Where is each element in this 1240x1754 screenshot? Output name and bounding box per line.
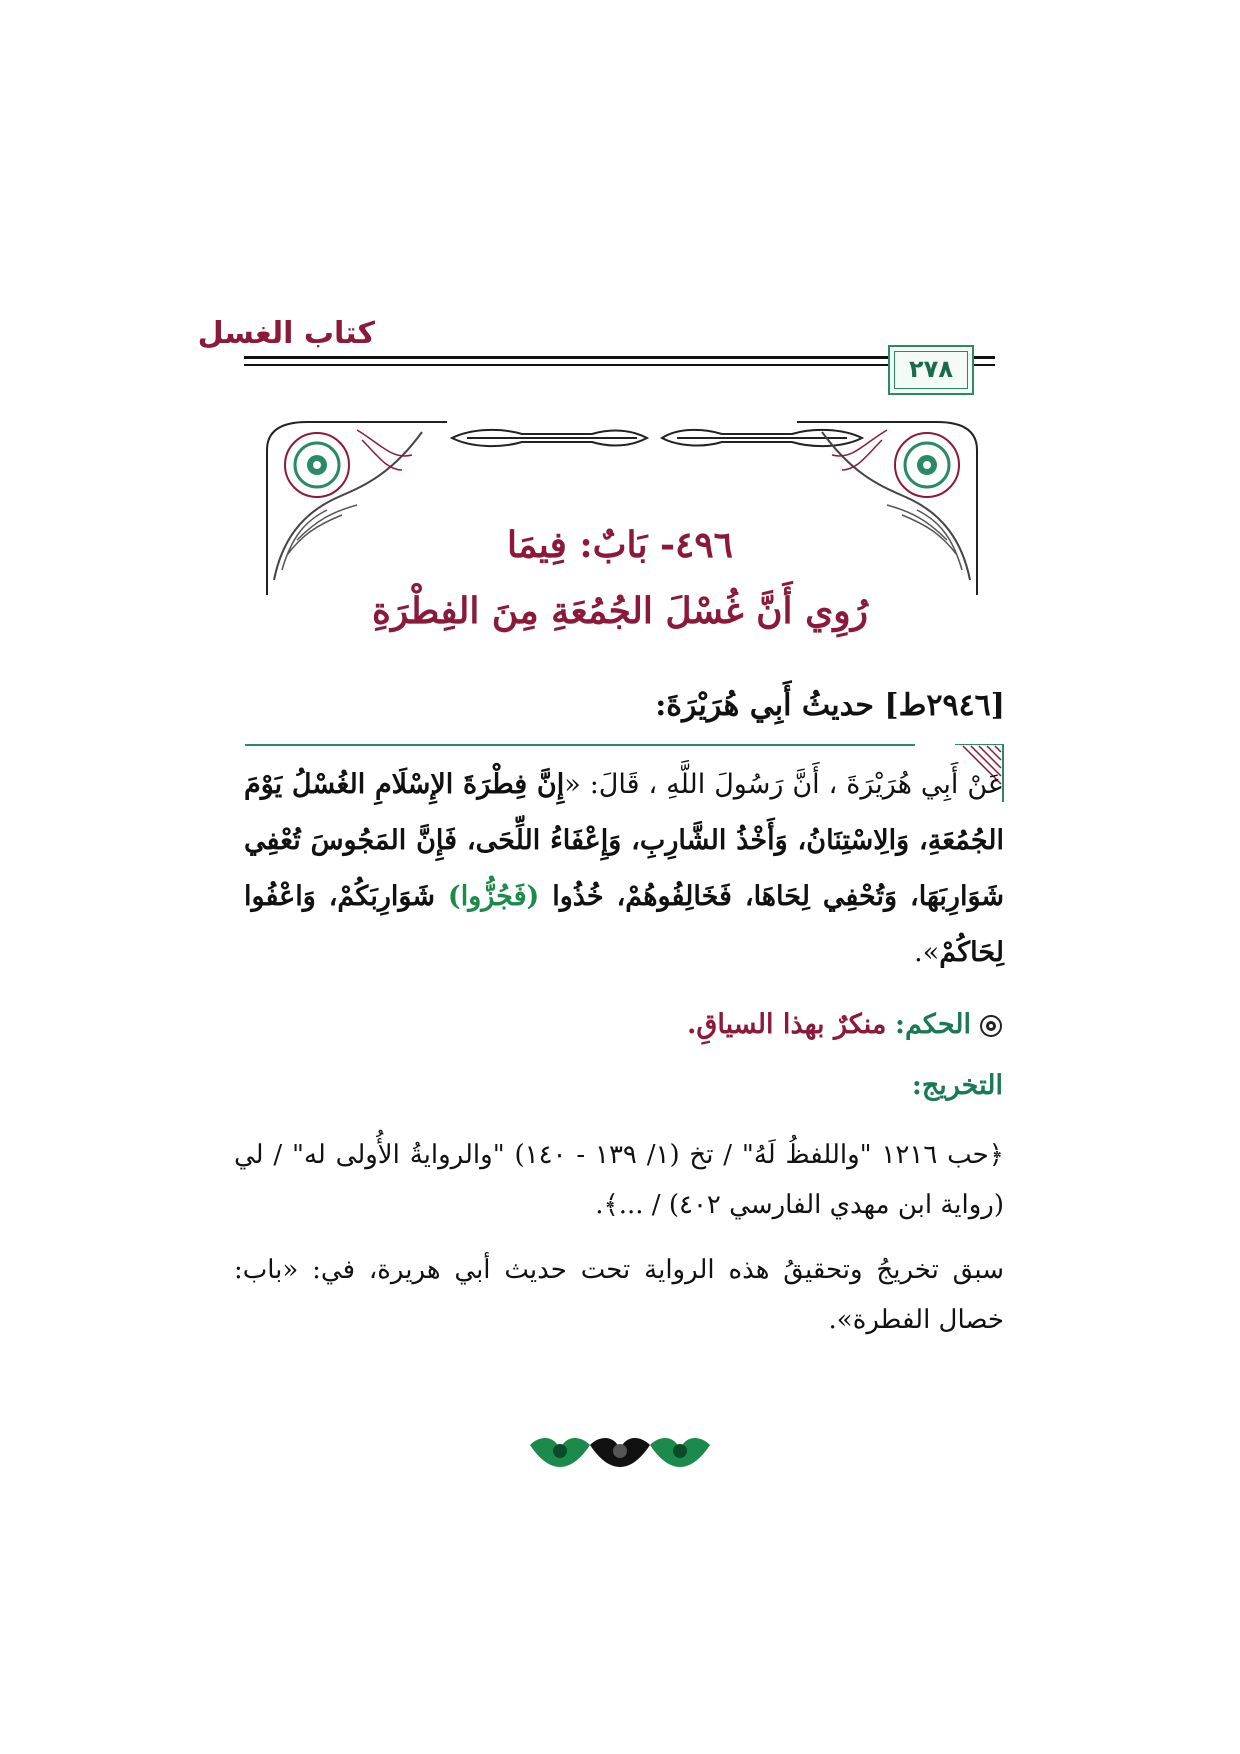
hadith-close-quote: ». — [914, 937, 940, 968]
hadith-heading: [٢٩٤٦ط] حديثُ أَبِي هُرَيْرَةَ: — [655, 688, 1005, 723]
right-corner-ornament — [797, 422, 977, 595]
top-scroll-ornament-left — [452, 430, 647, 446]
page-number-box — [888, 345, 974, 395]
flower-ornament-icon — [530, 1438, 590, 1467]
flower-ornament-icon — [650, 1438, 710, 1467]
hadith-heading-rule — [245, 744, 915, 746]
running-title: كتاب الغسل — [197, 316, 375, 351]
closing-ornament — [520, 1425, 720, 1475]
header-rule-bottom — [244, 364, 888, 366]
hadith-matn-end: شَوَارِبَكُمْ، وَاعْفُوا لِحَاكُمْ — [244, 881, 1004, 968]
page-number: ٢٧٨ — [909, 355, 953, 383]
ruling-value: منكرٌ بهذا السياقِ. — [687, 1009, 887, 1040]
hadith-text — [244, 757, 1004, 981]
flower-ornament-icon — [590, 1438, 650, 1467]
chapter-title-line1: ٤٩٦- بَابٌ: فِيمَا — [506, 524, 734, 566]
chapter-ornament-frame — [262, 420, 982, 600]
chapter-title-line2: رُوِي أَنَّ غُسْلَ الجُمُعَةِ مِنَ الفِطْرَةِ — [371, 590, 869, 632]
takhrij-paragraph-1: ﴿حب ١٢١٦ "واللفظُ لَهُ" / تخ (١/ ١٣٩ - ١٤٠) "والروايةُ الأُولى له" / لي (رواية ابن مهدي الفارسي ٤٠٢) / ...﴾. — [234, 1140, 1004, 1220]
takhrij-label: التخريج: — [911, 1070, 1003, 1101]
ruling-label: الحكم: — [894, 1009, 971, 1040]
takhrij-paragraph-2: سبق تخريجُ وتحقيقُ هذه الرواية تحت حديث أبي هريرة، في: «باب: خصال الفطرة». — [234, 1255, 1004, 1335]
hadith-variant-word: (فَجُزُّوا) — [447, 881, 540, 912]
ruling-line — [687, 1009, 1003, 1040]
ruling-flower-icon — [979, 1014, 1003, 1038]
hadith-isnad: عَنْ أَبِي هُرَيْرَةَ ، أَنَّ رَسُولَ اللَّهِ ، قَالَ: « — [564, 769, 1004, 800]
hadith-matn: إِنَّ فِطْرَةَ الإِسْلَامِ الغُسْلُ يَوْمَ الجُمُعَةِ، وَالِاسْتِنَانُ، وَأَخْذُ الشَّارِبِ، وَإِعْفَاءُ اللِّحَى، فَإِنَّ المَجُوسَ تُعْفِي شَوَارِبَهَا، وَتُحْفِي لِحَاهَا، فَخَالِفُوهُمْ، خُذُوا — [244, 769, 1005, 912]
left-corner-ornament — [267, 422, 447, 595]
header-rule-top — [244, 356, 888, 359]
